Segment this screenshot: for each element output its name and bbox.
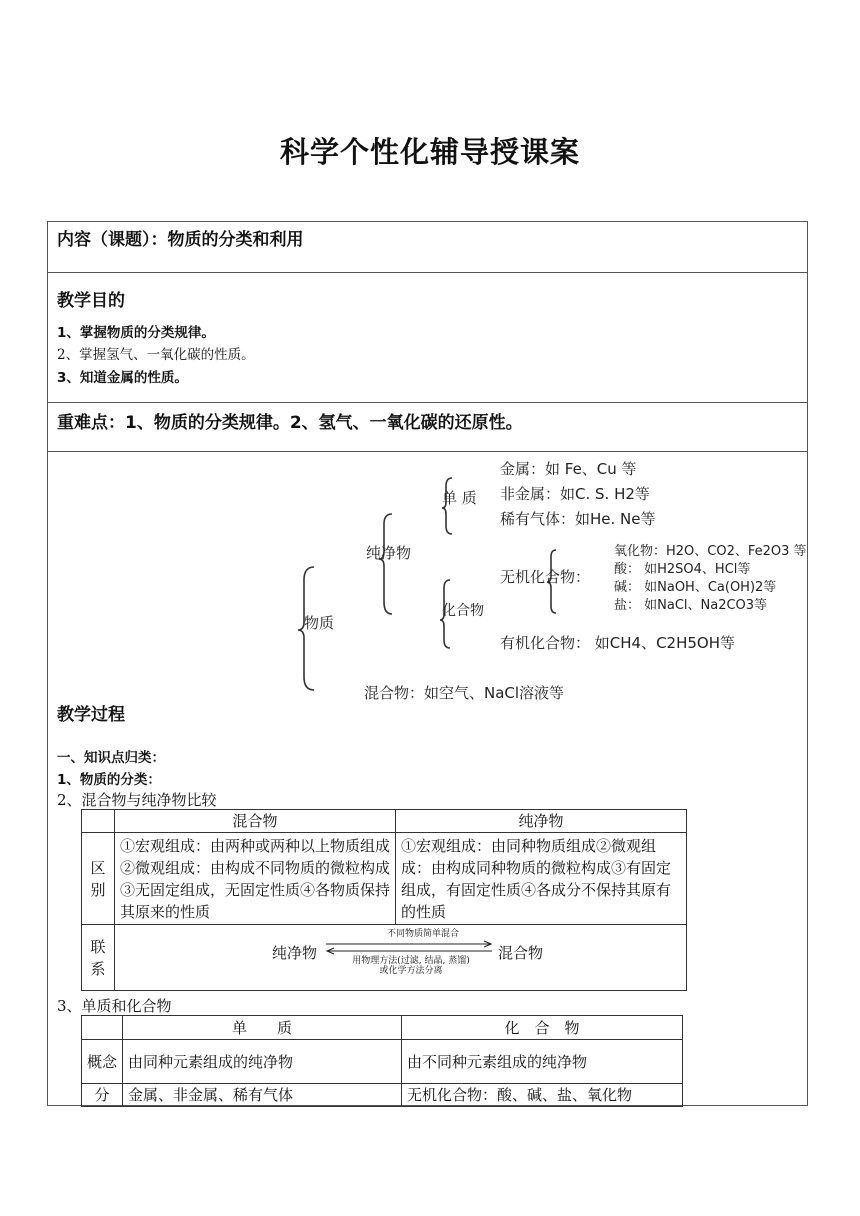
table-cell: ①宏观组成：由同种物质组成②微观组成：由构成同种物质的微粒构成③有固定组成，有固定性质④各成分不保持其原有的性质: [396, 833, 687, 925]
topic-line: 内容（课题）：物质的分类和利用: [57, 230, 304, 250]
node-mixture: 混合物：如空气、NaCl溶液等: [364, 684, 565, 702]
divider: [48, 451, 807, 452]
divider: [48, 272, 807, 273]
objective-item: 3、知道金属的性质。: [57, 370, 188, 386]
table-header: 单 质: [123, 1016, 402, 1040]
table-cell: ①宏观组成：由两种或两种以上物质组成②微观组成：由构成不同物质的微粒构成③无固定组成，无固定性质④各物质保持其原来的性质: [115, 833, 396, 925]
objective-item: 2、掌握氢气、一氧化碳的性质。: [57, 347, 255, 363]
row-label: 区别: [82, 833, 115, 925]
inorganic-item: 盐： 如NaCl、Na2CO3等: [614, 598, 768, 613]
section-heading: 1、物质的分类：: [57, 772, 161, 788]
inorganic-item: 氧化物：H2O、CO2、Fe2O3 等: [614, 544, 807, 559]
classification-diagram: [248, 462, 808, 707]
table-cell: 无机化合物：酸、碱、盐、氧化物: [402, 1084, 683, 1107]
divider: [48, 402, 807, 403]
mixture-pure-table: [81, 809, 687, 991]
table-cell: 由不同种元素组成的纯净物: [402, 1040, 683, 1084]
relation-left: 纯净物: [272, 943, 318, 962]
table-cell: 由同种元素组成的纯净物: [123, 1040, 402, 1084]
relation-right: 混合物: [498, 943, 544, 962]
section-heading: 一、知识点归类：: [57, 750, 165, 766]
inorganic-item: 酸： 如H2SO4、HCl等: [614, 562, 751, 577]
table-header: 混合物: [115, 810, 396, 833]
page-title: 科学个性化辅导授课案: [279, 135, 580, 169]
node-organic: 有机化合物： 如CH4、C2H5OH等: [500, 634, 735, 652]
element-compound-table: [81, 1015, 683, 1107]
node-inorganic: 无机化合物：: [500, 568, 591, 586]
key-points: 重难点：1、物质的分类规律。2、氢气、一氧化碳的还原性。: [57, 413, 523, 433]
process-heading: 教学过程: [57, 705, 125, 725]
relation-bottom-label: 或化学方法分离: [379, 965, 443, 976]
node-matter: 物质: [304, 614, 335, 632]
section-heading: 2、混合物与纯净物比较: [57, 791, 217, 809]
table-corner: [82, 810, 115, 833]
row-label: 概念: [82, 1040, 123, 1084]
element-item: 稀有气体：如He. Ne等: [500, 510, 656, 528]
element-item: 非金属：如C. S. H2等: [500, 485, 650, 503]
row-label: 联系: [82, 925, 115, 991]
lesson-plan-box: [47, 221, 808, 1106]
element-item: 金属：如 Fe、Cu 等: [500, 460, 637, 478]
table-corner: [82, 1016, 123, 1040]
relation-arrows: [324, 940, 494, 956]
objective-item: 1、掌握物质的分类规律。: [57, 325, 215, 341]
relation-bottom-label: 用物理方法(过滤, 结晶, 蒸馏): [352, 955, 470, 966]
relation-cell: [115, 925, 687, 991]
row-label: 分: [82, 1084, 123, 1107]
table-header: 化 合 物: [402, 1016, 683, 1040]
table-cell: 金属、非金属、稀有气体: [123, 1084, 402, 1107]
section-heading: 3、单质和化合物: [57, 997, 172, 1015]
node-pure: 纯净物: [366, 544, 412, 562]
table-header: 纯净物: [396, 810, 687, 833]
inorganic-item: 碱： 如NaOH、Ca(OH)2等: [614, 580, 777, 595]
objectives-heading: 教学目的: [57, 291, 125, 311]
relation-top-label: 不同物质简单混合: [386, 928, 459, 939]
node-compound: 化合物: [442, 603, 484, 619]
node-element: 单 质: [442, 489, 477, 507]
